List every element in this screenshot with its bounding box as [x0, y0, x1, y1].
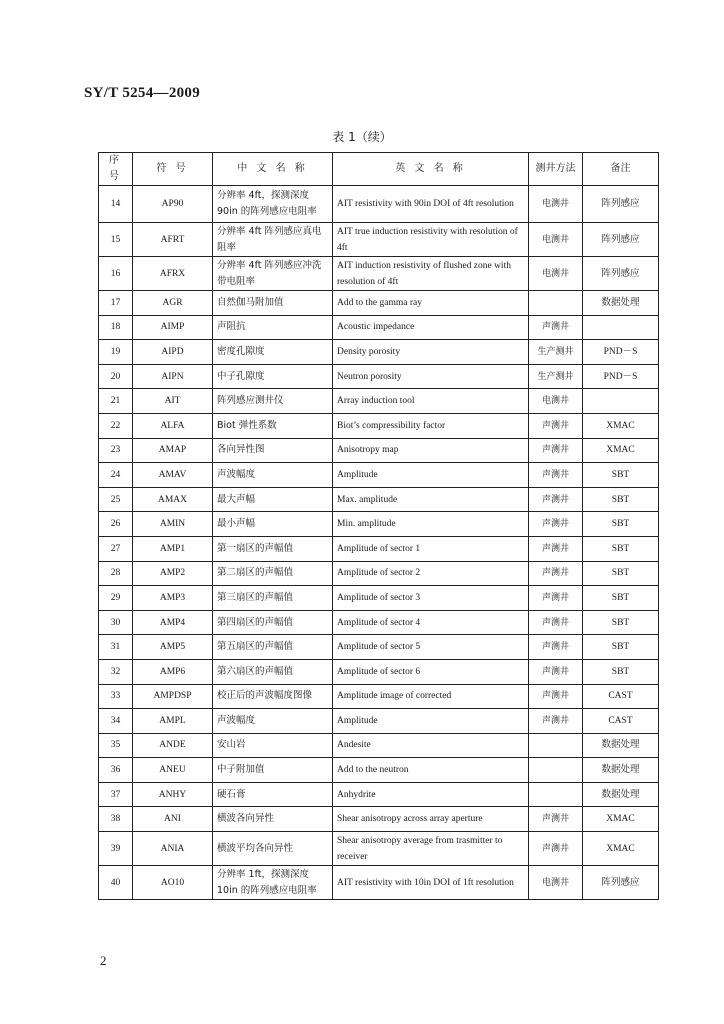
row-method: 声测井 [529, 684, 583, 709]
row-method: 电测井 [529, 257, 583, 291]
row-english-name: Add to the neutron [333, 758, 529, 783]
table-row [99, 340, 659, 365]
row-number: 21 [99, 389, 133, 414]
table-row [99, 364, 659, 389]
row-remark: 数据处理 [583, 291, 659, 316]
table-row [99, 832, 659, 866]
row-method: 声测井 [529, 561, 583, 586]
row-english-name: Amplitude of sector 3 [333, 586, 529, 611]
row-symbol: AMAX [133, 487, 213, 512]
row-chinese-name: Biot 弹性系数 [213, 413, 333, 438]
row-number: 30 [99, 610, 133, 635]
table-row [99, 536, 659, 561]
row-method: 电测井 [529, 186, 583, 223]
row-method [529, 291, 583, 316]
row-english-name: AIT resistivity with 10in DOI of 1ft resolution [333, 866, 529, 900]
table-row [99, 257, 659, 291]
row-method: 声测井 [529, 635, 583, 660]
row-method: 声测井 [529, 487, 583, 512]
row-english-name: Amplitude of sector 2 [333, 561, 529, 586]
row-remark: SBT [583, 487, 659, 512]
row-chinese-name: 声阻抗 [213, 315, 333, 340]
row-number: 40 [99, 866, 133, 900]
row-number: 28 [99, 561, 133, 586]
table-row [99, 807, 659, 832]
table-row [99, 782, 659, 807]
row-symbol: ANEU [133, 758, 213, 783]
row-symbol: AFRX [133, 257, 213, 291]
row-method: 声测井 [529, 463, 583, 488]
row-symbol: ANIA [133, 832, 213, 866]
row-number: 18 [99, 315, 133, 340]
row-english-name: Shear anisotropy average from trasmitter to receiver [333, 832, 529, 866]
row-chinese-name: 声波幅度 [213, 463, 333, 488]
row-symbol: ANHY [133, 782, 213, 807]
table-row [99, 610, 659, 635]
row-method: 声测井 [529, 832, 583, 866]
row-chinese-name: 最小声幅 [213, 512, 333, 537]
table-row [99, 709, 659, 734]
row-remark: SBT [583, 536, 659, 561]
row-english-name: Amplitude [333, 709, 529, 734]
row-symbol: AMIN [133, 512, 213, 537]
row-method: 声测井 [529, 807, 583, 832]
row-symbol: AMP1 [133, 536, 213, 561]
row-remark: SBT [583, 512, 659, 537]
table-row [99, 733, 659, 758]
row-number: 20 [99, 364, 133, 389]
row-symbol: AMP5 [133, 635, 213, 660]
row-chinese-name: 分辨率 1ft，探测深度 10in 的阵列感应电阻率 [213, 866, 333, 900]
table-row [99, 291, 659, 316]
row-symbol: AMAP [133, 438, 213, 463]
row-symbol: AMP2 [133, 561, 213, 586]
table-row [99, 487, 659, 512]
table-header-row [99, 153, 659, 186]
table-row [99, 659, 659, 684]
row-chinese-name: 密度孔隙度 [213, 340, 333, 365]
table-row [99, 389, 659, 414]
row-number: 35 [99, 733, 133, 758]
row-chinese-name: 硬石膏 [213, 782, 333, 807]
row-method [529, 733, 583, 758]
row-method: 电测井 [529, 223, 583, 257]
row-symbol: AIT [133, 389, 213, 414]
row-number: 39 [99, 832, 133, 866]
row-symbol: ALFA [133, 413, 213, 438]
row-remark: XMAC [583, 413, 659, 438]
row-method: 电测井 [529, 389, 583, 414]
row-remark: 阵列感应 [583, 257, 659, 291]
row-number: 25 [99, 487, 133, 512]
row-chinese-name: 第四扇区的声幅值 [213, 610, 333, 635]
table-body [99, 186, 659, 900]
table-title: 表 1（续） [332, 130, 392, 144]
row-english-name: Anhydrite [333, 782, 529, 807]
row-remark: SBT [583, 561, 659, 586]
row-chinese-name: 中子孔隙度 [213, 364, 333, 389]
table-row [99, 413, 659, 438]
row-english-name: Amplitude of sector 6 [333, 659, 529, 684]
row-english-name: Andesite [333, 733, 529, 758]
row-chinese-name: 横波平均各向异性 [213, 832, 333, 866]
standard-code: SY/T 5254—2009 [84, 85, 201, 101]
row-remark: SBT [583, 586, 659, 611]
row-chinese-name: 自然伽马附加值 [213, 291, 333, 316]
row-english-name: Acoustic impedance [333, 315, 529, 340]
row-symbol: AMPDSP [133, 684, 213, 709]
row-symbol: AO10 [133, 866, 213, 900]
row-method: 声测井 [529, 512, 583, 537]
row-symbol: AIPD [133, 340, 213, 365]
row-symbol: AMP3 [133, 586, 213, 611]
table-row [99, 866, 659, 900]
row-number: 32 [99, 659, 133, 684]
row-symbol: AMP6 [133, 659, 213, 684]
row-english-name: Amplitude image of corrected [333, 684, 529, 709]
row-number: 17 [99, 291, 133, 316]
row-symbol: AGR [133, 291, 213, 316]
row-method: 声测井 [529, 610, 583, 635]
row-english-name: AIT true induction resistivity with resolution of 4ft [333, 223, 529, 257]
row-method: 生产测井 [529, 364, 583, 389]
row-remark: CAST [583, 684, 659, 709]
row-remark: 阵列感应 [583, 866, 659, 900]
row-remark: 数据处理 [583, 782, 659, 807]
row-chinese-name: 第六扇区的声幅值 [213, 659, 333, 684]
col-header-method: 测井方法 [529, 153, 583, 186]
row-number: 26 [99, 512, 133, 537]
row-chinese-name: 阵列感应测井仪 [213, 389, 333, 414]
col-header-number: 序号 [99, 153, 133, 186]
row-number: 31 [99, 635, 133, 660]
row-english-name: Anisotropy map [333, 438, 529, 463]
row-remark: SBT [583, 610, 659, 635]
col-header-symbol: 符 号 [133, 153, 213, 186]
row-method [529, 782, 583, 807]
row-number: 24 [99, 463, 133, 488]
row-number: 37 [99, 782, 133, 807]
row-chinese-name: 第五扇区的声幅值 [213, 635, 333, 660]
row-chinese-name: 第二扇区的声幅值 [213, 561, 333, 586]
row-remark: 阵列感应 [583, 223, 659, 257]
row-remark: XMAC [583, 832, 659, 866]
row-symbol: AP90 [133, 186, 213, 223]
row-remark: 数据处理 [583, 733, 659, 758]
row-remark: XMAC [583, 807, 659, 832]
row-english-name: Density porosity [333, 340, 529, 365]
table-row [99, 463, 659, 488]
col-header-chinese-name: 中 文 名 称 [213, 153, 333, 186]
row-remark: SBT [583, 463, 659, 488]
row-symbol: AIMP [133, 315, 213, 340]
row-number: 23 [99, 438, 133, 463]
row-remark [583, 315, 659, 340]
row-english-name: AIT resistivity with 90in DOI of 4ft resolution [333, 186, 529, 223]
row-chinese-name: 分辨率 4ft，探测深度 90in 的阵列感应电阻率 [213, 186, 333, 223]
row-chinese-name: 第一扇区的声幅值 [213, 536, 333, 561]
row-chinese-name: 声波幅度 [213, 709, 333, 734]
row-english-name: AIT induction resistivity of flushed zone with resolution of 4ft [333, 257, 529, 291]
row-english-name: Max. amplitude [333, 487, 529, 512]
row-remark [583, 389, 659, 414]
row-method: 声测井 [529, 438, 583, 463]
row-english-name: Amplitude of sector 5 [333, 635, 529, 660]
row-number: 29 [99, 586, 133, 611]
row-number: 38 [99, 807, 133, 832]
row-symbol: AIPN [133, 364, 213, 389]
table-row [99, 438, 659, 463]
row-chinese-name: 分辨率 4ft 阵列感应真电阻率 [213, 223, 333, 257]
row-chinese-name: 最大声幅 [213, 487, 333, 512]
row-remark: PND－S [583, 364, 659, 389]
row-method: 声测井 [529, 413, 583, 438]
table-row [99, 186, 659, 223]
row-symbol: AMAV [133, 463, 213, 488]
row-chinese-name: 校正后的声波幅度图像 [213, 684, 333, 709]
row-english-name: Amplitude of sector 4 [333, 610, 529, 635]
row-english-name: Min. amplitude [333, 512, 529, 537]
row-symbol: AMPL [133, 709, 213, 734]
col-header-english-name: 英 文 名 称 [333, 153, 529, 186]
row-symbol: AFRT [133, 223, 213, 257]
table-row [99, 684, 659, 709]
row-remark: 阵列感应 [583, 186, 659, 223]
row-number: 15 [99, 223, 133, 257]
row-chinese-name: 第三扇区的声幅值 [213, 586, 333, 611]
row-english-name: Biot’s compressibility factor [333, 413, 529, 438]
row-english-name: Amplitude of sector 1 [333, 536, 529, 561]
row-chinese-name: 中子附加值 [213, 758, 333, 783]
row-method: 电测井 [529, 866, 583, 900]
row-number: 33 [99, 684, 133, 709]
row-method: 声测井 [529, 659, 583, 684]
row-method: 声测井 [529, 709, 583, 734]
row-number: 34 [99, 709, 133, 734]
row-chinese-name: 横波各向异性 [213, 807, 333, 832]
row-remark: SBT [583, 659, 659, 684]
terms-table [98, 152, 659, 900]
row-symbol: AMP4 [133, 610, 213, 635]
row-chinese-name: 各向异性图 [213, 438, 333, 463]
row-number: 27 [99, 536, 133, 561]
page-number: 2 [100, 953, 107, 968]
row-number: 14 [99, 186, 133, 223]
row-remark: XMAC [583, 438, 659, 463]
row-remark: CAST [583, 709, 659, 734]
row-number: 36 [99, 758, 133, 783]
row-chinese-name: 安山岩 [213, 733, 333, 758]
table-row [99, 586, 659, 611]
row-chinese-name: 分辨率 4ft 阵列感应冲洗带电阻率 [213, 257, 333, 291]
row-number: 19 [99, 340, 133, 365]
row-method: 声测井 [529, 536, 583, 561]
table-row [99, 315, 659, 340]
row-method: 生产测井 [529, 340, 583, 365]
row-method [529, 758, 583, 783]
row-english-name: Array induction tool [333, 389, 529, 414]
row-method: 声测井 [529, 586, 583, 611]
row-symbol: ANI [133, 807, 213, 832]
table-row [99, 635, 659, 660]
table-row [99, 512, 659, 537]
row-number: 16 [99, 257, 133, 291]
table-row [99, 561, 659, 586]
row-remark: PND－S [583, 340, 659, 365]
row-english-name: Shear anisotropy across array aperture [333, 807, 529, 832]
row-remark: SBT [583, 635, 659, 660]
row-remark: 数据处理 [583, 758, 659, 783]
row-english-name: Amplitude [333, 463, 529, 488]
table-row [99, 223, 659, 257]
row-method: 声测井 [529, 315, 583, 340]
table-row [99, 758, 659, 783]
row-english-name: Neutron porosity [333, 364, 529, 389]
row-english-name: Add to the gamma ray [333, 291, 529, 316]
row-symbol: ANDE [133, 733, 213, 758]
row-number: 22 [99, 413, 133, 438]
col-header-remark: 备注 [583, 153, 659, 186]
